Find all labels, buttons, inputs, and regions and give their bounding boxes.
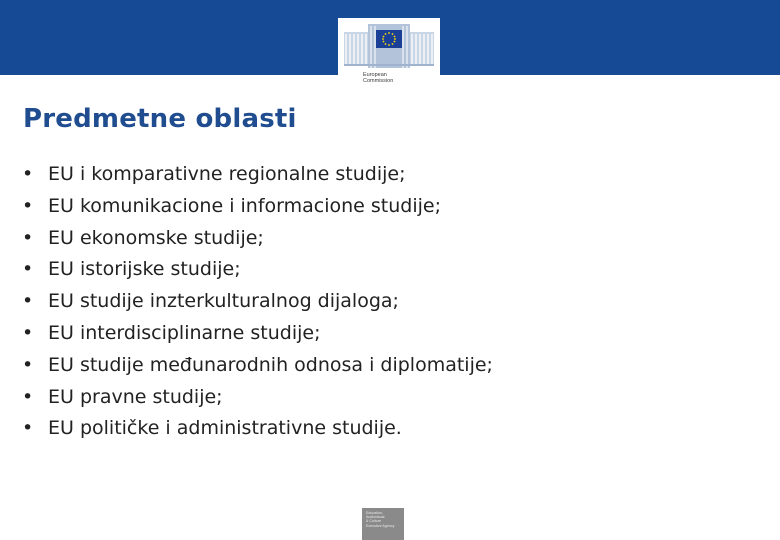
list-item	[22, 350, 493, 382]
list-item	[22, 318, 493, 350]
list-item-text: EU i komparativne regionalne studije;	[48, 163, 406, 185]
list-item-text: EU interdisciplinarne studije;	[48, 321, 321, 344]
subject-areas-list	[22, 159, 493, 445]
bullet-icon: •	[22, 163, 34, 185]
list-item	[22, 223, 493, 255]
list-item-text: EU istorijske studije;	[48, 258, 241, 281]
list-item	[22, 191, 493, 223]
list-item	[22, 382, 493, 414]
bullet-icon: •	[22, 385, 34, 408]
page-title: Predmetne oblasti	[23, 104, 297, 134]
list-item	[22, 413, 493, 445]
list-item-text: EU studije inzterkulturalnog dijaloga;	[48, 290, 399, 313]
list-item	[22, 286, 493, 318]
bullet-icon: •	[22, 353, 34, 376]
bullet-icon: •	[22, 258, 34, 281]
bullet-icon: •	[22, 226, 34, 249]
bullet-icon: •	[22, 290, 34, 313]
list-item	[22, 254, 493, 286]
bullet-icon: •	[22, 194, 34, 217]
european-commission-logo	[338, 18, 440, 92]
list-item-text: EU pravne studije;	[48, 385, 223, 408]
eacea-agency-logo-icon	[362, 508, 404, 540]
eacea-logo-text: Education, Audiovisual & Culture Executive Agency	[366, 511, 395, 528]
list-item-text: EU ekonomske studije;	[48, 226, 264, 249]
list-item-text: EU studije međunarodnih odnosa i diplomatije;	[48, 353, 493, 376]
list-item-text: EU političke i administrativne studije.	[48, 417, 402, 440]
bullet-icon: •	[22, 417, 34, 440]
list-item-text: EU komunikacione i informacione studije;	[48, 194, 442, 217]
european-commission-logo-text: European Commission	[363, 72, 394, 84]
bullet-icon: •	[22, 321, 34, 344]
list-item	[22, 159, 493, 191]
